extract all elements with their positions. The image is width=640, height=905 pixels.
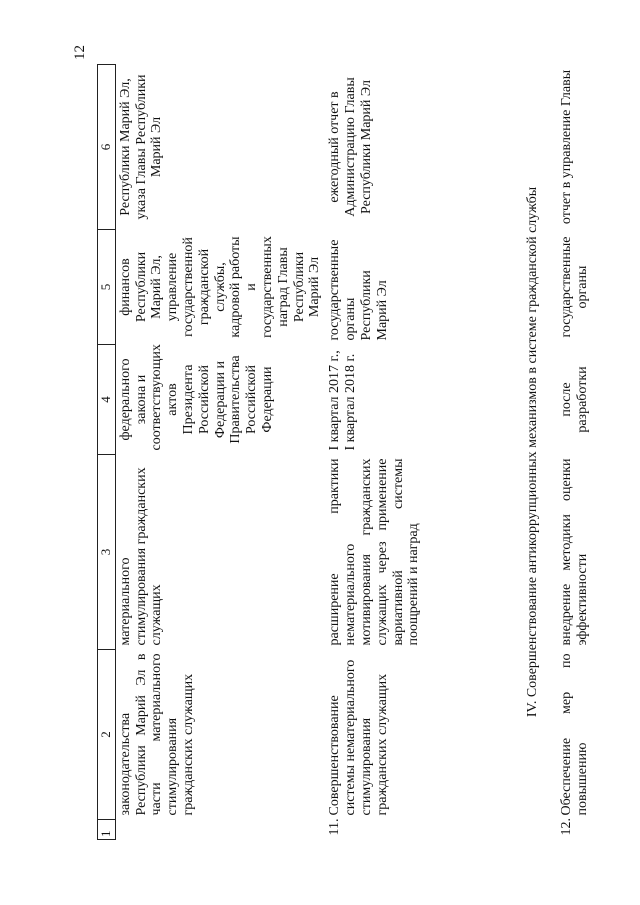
result-cell: Республики Марий Эл, указа Главы Республики Марий Эл <box>117 74 165 220</box>
measure-name-cell: законодательства Республики Марий Эл в части материального стимулирования гражданских служащих <box>117 653 196 816</box>
deadline-cell: после разработки <box>559 366 591 433</box>
result-cell: отчет в управление Главы <box>559 69 575 225</box>
section-title: IV. Совершенствование антикоррупционных механизмов в системе гражданской службы <box>525 186 541 718</box>
row-number: 11. <box>327 818 343 836</box>
header-col-5: 5 <box>98 230 116 345</box>
row-number: 12. <box>559 818 575 836</box>
activity-cell: внедрение методики оценки эффективности <box>559 458 591 646</box>
measure-name-cell: Совершенствование системы нематериального стимулирования гражданских служащих <box>327 659 390 816</box>
result-cell: ежегодный отчет в Администрацию Главы Республики Марий Эл <box>327 77 374 217</box>
header-col-4: 4 <box>98 345 116 455</box>
page-number: 12 <box>72 45 88 60</box>
responsible-cell: финансов Республики Марий Эл, управление государственной гражданской службы, кадровой работы и государственных наград Главы Республики Марий Эл <box>117 236 323 338</box>
activity-cell: материального стимулирования гражданских служащих <box>117 467 165 646</box>
rotated-page-content <box>97 65 591 840</box>
header-col-1: 1 <box>98 820 116 840</box>
table-row <box>325 65 519 840</box>
row-number <box>115 820 325 840</box>
deadline-cell: I квартал 2017 г., I квартал 2018 г. <box>327 350 359 451</box>
measures-table <box>97 64 601 840</box>
activity-cell: расширение практики нематериального мотивирования гражданских служащих через применение вариативной системы поощрений и наград <box>327 458 422 646</box>
responsible-cell: государственные органы Республики Марий Эл <box>327 239 390 341</box>
header-col-3: 3 <box>98 455 116 650</box>
table-row <box>557 65 601 840</box>
section-heading-row <box>519 65 557 840</box>
header-col-2: 2 <box>98 650 116 820</box>
table-row <box>115 65 325 840</box>
column-number-header-row <box>98 65 116 840</box>
deadline-cell: федерального закона и соответствующих актов Президента Российской Федерации и Правительства Российской Федерации <box>117 344 275 451</box>
responsible-cell: государственные органы <box>559 236 591 338</box>
measure-name-cell: Обеспечение мер по повышению <box>559 653 591 816</box>
header-col-6: 6 <box>98 65 116 230</box>
